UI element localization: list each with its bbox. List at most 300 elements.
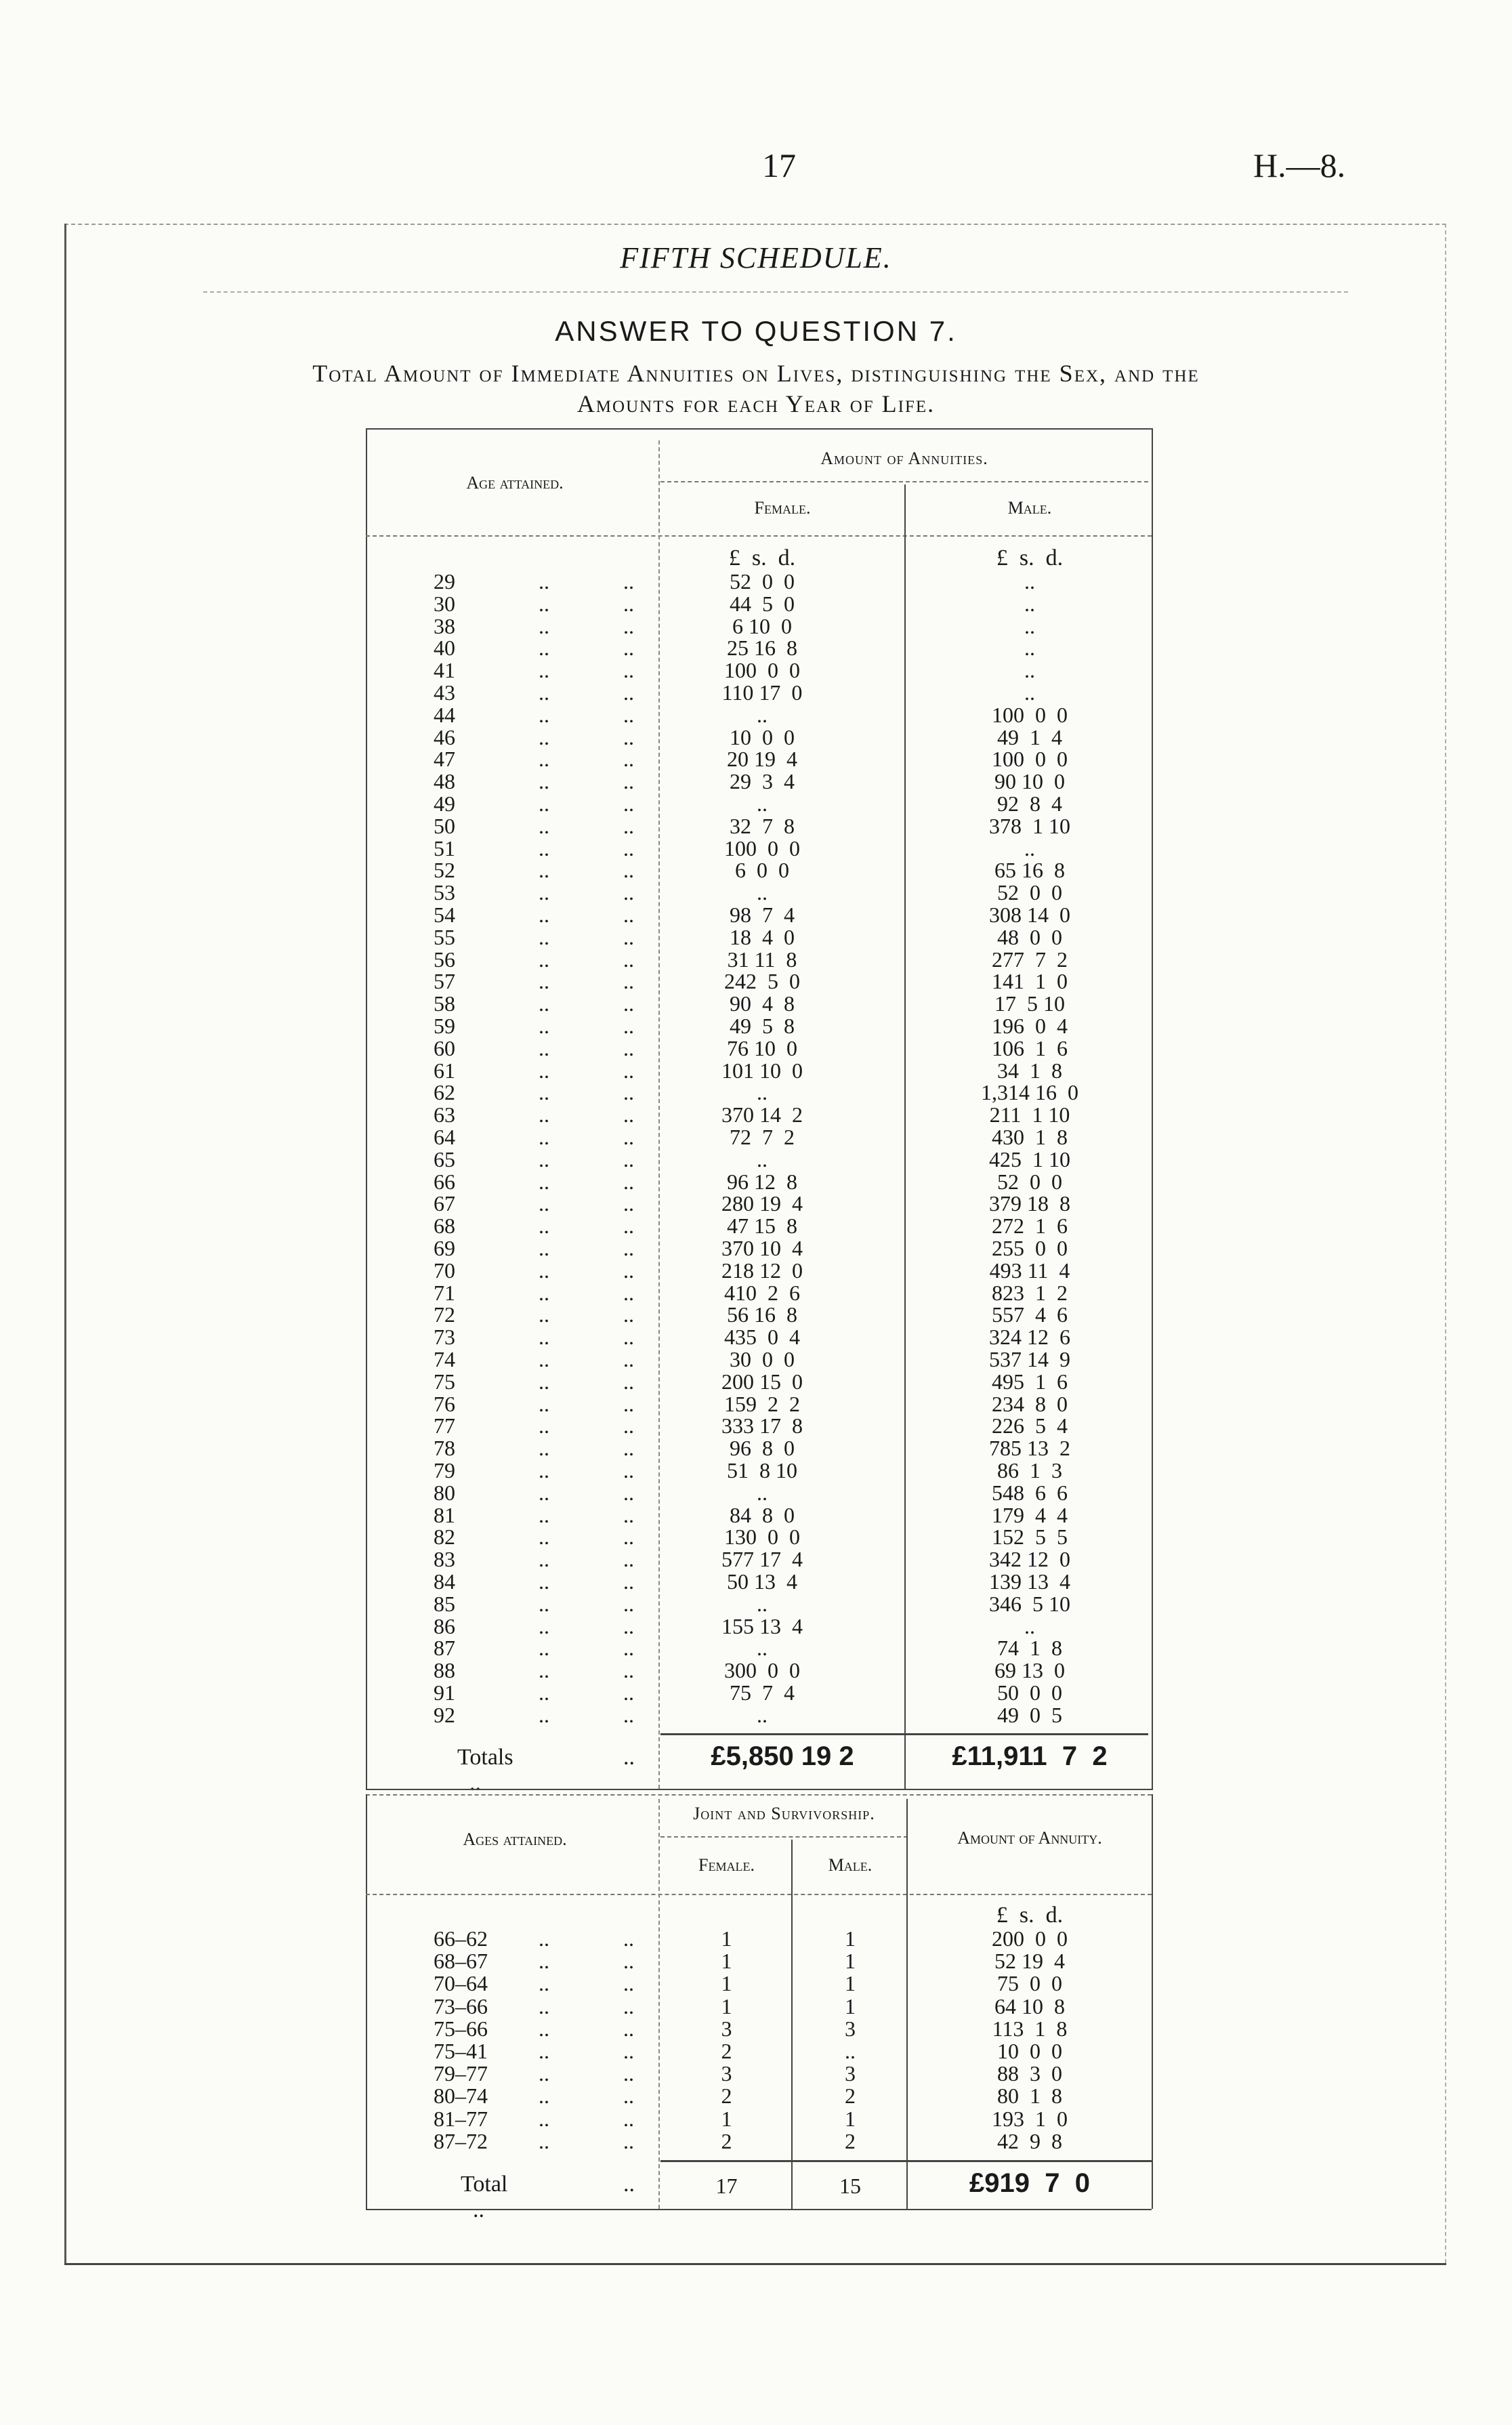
row-female-amount: 333 17 8 xyxy=(721,1413,803,1438)
row-dots: .. xyxy=(539,2084,549,2108)
row-female-amount: 242 5 0 xyxy=(724,969,800,993)
row-dots: .. xyxy=(539,680,549,705)
row-dots: .. xyxy=(539,1080,549,1104)
row-female-amount: 96 8 0 xyxy=(730,1436,795,1460)
row-ages: 75–41 xyxy=(434,2039,488,2063)
row-dots: .. xyxy=(539,1302,549,1327)
row-dots: .. xyxy=(539,2061,549,2086)
row-dots: .. xyxy=(539,1636,549,1660)
table2-bottom-rule xyxy=(366,2209,1152,2210)
row-age: 52 xyxy=(434,858,455,882)
row-male-amount: 1,314 16 0 xyxy=(981,1080,1078,1104)
frame-right-rule xyxy=(1445,224,1446,2263)
row-dots: .. xyxy=(623,1480,634,1505)
row-female-amount: .. xyxy=(757,880,768,905)
row-joint-female: 1 xyxy=(721,1926,732,1951)
row-dots: .. xyxy=(623,1325,634,1349)
row-dots: .. xyxy=(623,880,634,905)
row-age: 71 xyxy=(434,1281,455,1305)
total-female: 17 xyxy=(715,2174,738,2198)
row-dots: .. xyxy=(623,1569,634,1594)
row-dots: .. xyxy=(539,2039,549,2063)
row-dots: .. xyxy=(623,1281,634,1305)
row-male-amount: 50 0 0 xyxy=(997,1680,1062,1705)
row-age: 40 xyxy=(434,636,455,660)
row-dots: .. xyxy=(623,1525,634,1549)
row-age: 64 xyxy=(434,1125,455,1149)
row-dots: .. xyxy=(539,1036,549,1060)
row-female-amount: 47 15 8 xyxy=(727,1214,797,1238)
row-male-amount: 430 1 8 xyxy=(992,1125,1068,1149)
row-female-amount: 6 10 0 xyxy=(732,614,792,638)
row-age: 67 xyxy=(434,1191,455,1216)
row-age: 79 xyxy=(434,1458,455,1483)
row-joint-female: 2 xyxy=(721,2084,732,2108)
row-age: 84 xyxy=(434,1569,455,1594)
row-age: 62 xyxy=(434,1080,455,1104)
row-joint-male: 1 xyxy=(845,1971,856,1995)
row-dots: .. xyxy=(539,1058,549,1083)
row-dots: .. xyxy=(539,1503,549,1527)
header-age-attained: Age attained. xyxy=(466,473,564,493)
row-male-amount: 493 11 4 xyxy=(989,1258,1070,1283)
row-male-amount: 379 18 8 xyxy=(989,1191,1070,1216)
row-age: 63 xyxy=(434,1102,455,1127)
row-male-amount: 234 8 0 xyxy=(992,1392,1068,1416)
row-age: 44 xyxy=(434,703,455,727)
row-male-amount: 34 1 8 xyxy=(997,1058,1062,1083)
row-dots: .. xyxy=(539,569,549,594)
row-age: 61 xyxy=(434,1058,455,1083)
row-male-amount: .. xyxy=(1024,614,1035,638)
row-dots: .. xyxy=(539,1658,549,1682)
row-female-amount: 300 0 0 xyxy=(724,1658,800,1682)
row-joint-male: 2 xyxy=(845,2129,856,2153)
row-male-amount: 548 6 6 xyxy=(992,1480,1068,1505)
table2-top-rule xyxy=(366,1794,1152,1796)
row-dots: .. xyxy=(539,747,549,771)
row-dots: .. xyxy=(623,1036,634,1060)
header-joint-female: Female. xyxy=(698,1855,755,1875)
subtitle-line-1: Total Amount of Immediate Annuities on Lives, distinguishing the Sex, and the xyxy=(312,360,1200,387)
row-dots: .. xyxy=(623,1258,634,1283)
row-age: 55 xyxy=(434,925,455,949)
row-female-amount: 110 17 0 xyxy=(721,680,803,705)
table2-divider-ages xyxy=(658,1799,660,2209)
row-joint-male: 1 xyxy=(845,2107,856,2131)
row-dots: .. xyxy=(539,725,549,749)
row-dots: .. xyxy=(539,1949,549,1973)
row-annuity-amount: 75 0 0 xyxy=(997,1971,1062,1995)
row-male-amount: 324 12 6 xyxy=(989,1325,1070,1349)
row-female-amount: 75 7 4 xyxy=(730,1680,795,1705)
row-dots: .. xyxy=(623,1592,634,1616)
row-dots: .. xyxy=(539,947,549,972)
table1-top-border xyxy=(366,428,1152,430)
row-ages: 70–64 xyxy=(434,1971,488,1995)
row-male-amount: 49 1 4 xyxy=(997,725,1062,749)
row-dots: .. xyxy=(539,1458,549,1483)
row-dots: .. xyxy=(623,1392,634,1416)
header-joint-survivorship: Joint and Survivorship. xyxy=(693,1804,875,1823)
row-dots: .. xyxy=(539,1703,549,1727)
row-male-amount: 92 8 4 xyxy=(997,791,1062,816)
row-dots: .. xyxy=(539,836,549,861)
row-ages: 75–66 xyxy=(434,2016,488,2041)
row-age: 86 xyxy=(434,1614,455,1638)
row-dots: .. xyxy=(623,614,634,638)
row-dots: .. xyxy=(539,1392,549,1416)
row-dots: .. xyxy=(623,2107,634,2131)
page-reference: H.—8. xyxy=(1253,146,1346,184)
row-dots: .. xyxy=(539,636,549,660)
row-male-amount: 537 14 9 xyxy=(989,1347,1070,1371)
total-label xyxy=(461,2172,507,2223)
row-dots: .. xyxy=(539,925,549,949)
row-dots: .. xyxy=(539,1413,549,1438)
row-joint-male: 1 xyxy=(845,1994,856,2018)
row-age: 53 xyxy=(434,880,455,905)
row-female-amount: 98 7 4 xyxy=(730,903,795,927)
table1-right-border xyxy=(1152,428,1153,1790)
table1-left-border xyxy=(366,428,367,1790)
row-dots: .. xyxy=(539,1214,549,1238)
row-age: 83 xyxy=(434,1547,455,1571)
row-dots: .. xyxy=(623,1503,634,1527)
row-dots: .. xyxy=(623,1926,634,1951)
row-age: 58 xyxy=(434,991,455,1016)
row-male-amount: 226 5 4 xyxy=(992,1413,1068,1438)
row-female-amount: 159 2 2 xyxy=(724,1392,800,1416)
row-dots: .. xyxy=(623,703,634,727)
row-age: 74 xyxy=(434,1347,455,1371)
row-male-amount: 196 0 4 xyxy=(992,1014,1068,1038)
row-dots: .. xyxy=(539,1169,549,1194)
row-male-amount: 179 4 4 xyxy=(992,1503,1068,1527)
row-age: 70 xyxy=(434,1258,455,1283)
header-joint-male: Male. xyxy=(828,1855,873,1875)
row-dots: .. xyxy=(623,2061,634,2086)
row-age: 72 xyxy=(434,1302,455,1327)
row-dots: .. xyxy=(539,1926,549,1951)
total-male: 15 xyxy=(839,2174,861,2198)
row-male-amount: 346 5 10 xyxy=(989,1592,1070,1616)
column-divider-age xyxy=(658,440,660,1789)
row-dots: .. xyxy=(539,1525,549,1549)
row-dots: .. xyxy=(623,1214,634,1238)
row-female-amount: 84 8 0 xyxy=(730,1503,795,1527)
row-dots: .. xyxy=(623,903,634,927)
header-bottom-rule xyxy=(366,535,1152,537)
header-male: Male. xyxy=(1007,498,1052,518)
row-female-amount: 72 7 2 xyxy=(730,1125,795,1149)
row-joint-female: 1 xyxy=(721,1994,732,2018)
row-dots: .. xyxy=(623,947,634,972)
row-female-amount: 76 10 0 xyxy=(727,1036,797,1060)
answer-title: ANSWER TO QUESTION 7. xyxy=(555,315,957,347)
row-dots: .. xyxy=(623,2016,634,2041)
row-dots: .. xyxy=(539,969,549,993)
row-age: 43 xyxy=(434,680,455,705)
totals-dots-1: .. xyxy=(469,1770,481,1796)
female-units: £ s. d. xyxy=(728,545,796,571)
row-joint-female: 3 xyxy=(721,2061,732,2086)
row-joint-male: 1 xyxy=(845,1949,856,1973)
row-male-amount: 139 13 4 xyxy=(989,1569,1070,1594)
row-age: 88 xyxy=(434,1658,455,1682)
row-joint-female: 2 xyxy=(721,2039,732,2063)
row-age: 78 xyxy=(434,1436,455,1460)
row-dots: .. xyxy=(623,592,634,616)
row-male-amount: .. xyxy=(1024,592,1035,616)
row-age: 73 xyxy=(434,1325,455,1349)
row-female-amount: .. xyxy=(757,703,768,727)
row-dots: .. xyxy=(623,1658,634,1682)
row-annuity-amount: 88 3 0 xyxy=(997,2061,1062,2086)
row-age: 85 xyxy=(434,1592,455,1616)
row-dots: .. xyxy=(539,1436,549,1460)
row-dots: .. xyxy=(623,2129,634,2153)
row-female-amount: 435 0 4 xyxy=(724,1325,800,1349)
totals-male: £11,911 7 2 xyxy=(952,1741,1108,1771)
row-female-amount: .. xyxy=(757,791,768,816)
row-joint-male: .. xyxy=(845,2039,856,2063)
row-annuity-amount: 42 9 8 xyxy=(997,2129,1062,2153)
row-dots: .. xyxy=(539,814,549,838)
row-male-amount: .. xyxy=(1024,569,1035,594)
row-age: 92 xyxy=(434,1703,455,1727)
schedule-title: FIFTH SCHEDULE. xyxy=(620,241,892,274)
row-female-amount: 130 0 0 xyxy=(724,1525,800,1549)
row-dots: .. xyxy=(539,1102,549,1127)
row-age: 48 xyxy=(434,769,455,793)
row-dots: .. xyxy=(539,1480,549,1505)
row-male-amount: 785 13 2 xyxy=(989,1436,1070,1460)
row-female-amount: 30 0 0 xyxy=(730,1347,795,1371)
row-dots: .. xyxy=(623,791,634,816)
row-male-amount: 74 1 8 xyxy=(997,1636,1062,1660)
row-annuity-amount: 200 0 0 xyxy=(992,1926,1068,1951)
row-female-amount: 18 4 0 xyxy=(730,925,795,949)
row-dots: .. xyxy=(623,925,634,949)
row-age: 75 xyxy=(434,1369,455,1394)
joint-sub-rule xyxy=(660,1836,908,1838)
row-male-amount: 277 7 2 xyxy=(992,947,1068,972)
row-female-amount: 29 3 4 xyxy=(730,769,795,793)
row-age: 60 xyxy=(434,1036,455,1060)
row-age: 81 xyxy=(434,1503,455,1527)
row-dots: .. xyxy=(623,1169,634,1194)
row-female-amount: .. xyxy=(757,1147,768,1172)
header-female: Female. xyxy=(754,498,811,518)
row-joint-male: 1 xyxy=(845,1926,856,1951)
header-sub-rule xyxy=(660,481,1148,482)
row-male-amount: 52 0 0 xyxy=(997,880,1062,905)
row-age: 47 xyxy=(434,747,455,771)
row-dots: .. xyxy=(539,1236,549,1260)
title-divider xyxy=(203,291,1348,293)
row-annuity-amount: 52 19 4 xyxy=(994,1949,1065,1973)
row-male-amount: 100 0 0 xyxy=(992,747,1068,771)
row-ages: 87–72 xyxy=(434,2129,488,2153)
row-female-amount: 101 10 0 xyxy=(721,1058,803,1083)
row-joint-male: 3 xyxy=(845,2061,856,2086)
row-male-amount: 100 0 0 xyxy=(992,703,1068,727)
row-male-amount: 823 1 2 xyxy=(992,1281,1068,1305)
row-female-amount: 96 12 8 xyxy=(727,1169,797,1194)
table2-units: £ s. d. xyxy=(996,1903,1064,1928)
row-female-amount: 56 16 8 xyxy=(727,1302,797,1327)
row-ages: 66–62 xyxy=(434,1926,488,1951)
row-age: 54 xyxy=(434,903,455,927)
row-male-amount: 272 1 6 xyxy=(992,1214,1068,1238)
row-female-amount: 31 11 8 xyxy=(727,947,797,972)
row-dots: .. xyxy=(539,991,549,1016)
row-dots: .. xyxy=(623,725,634,749)
row-dots: .. xyxy=(539,791,549,816)
row-male-amount: 106 1 6 xyxy=(992,1036,1068,1060)
row-dots: .. xyxy=(623,1191,634,1216)
row-age: 91 xyxy=(434,1680,455,1705)
row-age: 87 xyxy=(434,1636,455,1660)
subtitle-line-2: Amounts for each Year of Life. xyxy=(576,390,936,417)
row-dots: .. xyxy=(539,1191,549,1216)
row-female-amount: 25 16 8 xyxy=(727,636,797,660)
row-female-amount: .. xyxy=(757,1080,768,1104)
row-dots: .. xyxy=(623,658,634,682)
row-age: 59 xyxy=(434,1014,455,1038)
row-dots: .. xyxy=(539,1680,549,1705)
row-dots: .. xyxy=(539,1281,549,1305)
frame-bottom-rule xyxy=(64,2263,1446,2265)
row-female-amount: 10 0 0 xyxy=(730,725,795,749)
row-dots: .. xyxy=(623,636,634,660)
row-male-amount: 557 4 6 xyxy=(992,1302,1068,1327)
row-age: 50 xyxy=(434,814,455,838)
row-dots: .. xyxy=(623,1102,634,1127)
row-dots: .. xyxy=(539,2107,549,2131)
row-joint-female: 3 xyxy=(721,2016,732,2041)
row-dots: .. xyxy=(539,1547,549,1571)
row-male-amount: 495 1 6 xyxy=(992,1369,1068,1394)
row-joint-female: 1 xyxy=(721,2107,732,2131)
row-dots: .. xyxy=(623,1147,634,1172)
row-dots: .. xyxy=(539,592,549,616)
row-female-amount: 280 19 4 xyxy=(721,1191,803,1216)
row-male-amount: 308 14 0 xyxy=(989,903,1070,927)
row-female-amount: .. xyxy=(757,1480,768,1505)
row-female-amount: 410 2 6 xyxy=(724,1281,800,1305)
row-dots: .. xyxy=(623,1994,634,2018)
row-ages: 68–67 xyxy=(434,1949,488,1973)
row-dots: .. xyxy=(539,858,549,882)
row-dots: .. xyxy=(623,1703,634,1727)
row-ages: 80–74 xyxy=(434,2084,488,2108)
row-male-amount: 378 1 10 xyxy=(989,814,1070,838)
row-dots: .. xyxy=(539,1569,549,1594)
row-age: 46 xyxy=(434,725,455,749)
row-age: 56 xyxy=(434,947,455,972)
row-dots: .. xyxy=(539,2129,549,2153)
row-dots: .. xyxy=(623,1014,634,1038)
row-joint-male: 2 xyxy=(845,2084,856,2108)
row-male-amount: 65 16 8 xyxy=(994,858,1065,882)
row-female-amount: 90 4 8 xyxy=(730,991,795,1016)
row-age: 68 xyxy=(434,1214,455,1238)
totals-dots-2: .. xyxy=(623,1745,635,1770)
table2-left-border xyxy=(366,1794,367,2209)
total-dots-2: .. xyxy=(623,2172,635,2197)
row-female-amount: 100 0 0 xyxy=(724,836,800,861)
row-age: 76 xyxy=(434,1392,455,1416)
row-female-amount: 218 12 0 xyxy=(721,1258,803,1283)
row-female-amount: 52 0 0 xyxy=(730,569,795,594)
row-dots: .. xyxy=(623,1547,634,1571)
row-age: 41 xyxy=(434,658,455,682)
row-dots: .. xyxy=(539,1125,549,1149)
row-female-amount: .. xyxy=(757,1703,768,1727)
row-dots: .. xyxy=(539,703,549,727)
header-amount-of-annuity: Amount of Annuity. xyxy=(957,1828,1102,1848)
row-male-amount: .. xyxy=(1024,636,1035,660)
row-female-amount: 100 0 0 xyxy=(724,658,800,682)
row-male-amount: 152 5 5 xyxy=(992,1525,1068,1549)
total-dots-1: .. xyxy=(473,2197,484,2222)
row-dots: .. xyxy=(539,880,549,905)
row-dots: .. xyxy=(623,2039,634,2063)
row-male-amount: 69 13 0 xyxy=(994,1658,1065,1682)
row-dots: .. xyxy=(539,1994,549,2018)
row-dots: .. xyxy=(539,1325,549,1349)
row-age: 77 xyxy=(434,1413,455,1438)
row-female-amount: 44 5 0 xyxy=(730,592,795,616)
row-dots: .. xyxy=(539,1147,549,1172)
row-dots: .. xyxy=(623,1413,634,1438)
row-dots: .. xyxy=(539,1592,549,1616)
row-dots: .. xyxy=(623,2084,634,2108)
row-male-amount: .. xyxy=(1024,658,1035,682)
row-dots: .. xyxy=(539,1369,549,1394)
row-male-amount: 48 0 0 xyxy=(997,925,1062,949)
row-dots: .. xyxy=(623,1971,634,1995)
totals-female: £5,850 19 2 xyxy=(711,1741,854,1771)
row-dots: .. xyxy=(539,1258,549,1283)
row-dots: .. xyxy=(623,1436,634,1460)
row-female-amount: 6 0 0 xyxy=(735,858,789,882)
row-annuity-amount: 80 1 8 xyxy=(997,2084,1062,2108)
row-annuity-amount: 193 1 0 xyxy=(992,2107,1068,2131)
row-dots: .. xyxy=(539,614,549,638)
row-dots: .. xyxy=(623,836,634,861)
row-male-amount: 342 12 0 xyxy=(989,1547,1070,1571)
row-dots: .. xyxy=(539,903,549,927)
row-dots: .. xyxy=(623,1125,634,1149)
row-dots: .. xyxy=(539,1614,549,1638)
header-amount-of-annuities: Amount of Annuities. xyxy=(820,449,988,468)
row-dots: .. xyxy=(623,1302,634,1327)
row-ages: 79–77 xyxy=(434,2061,488,2086)
table2-right-border xyxy=(1152,1794,1153,2209)
row-dots: .. xyxy=(623,1347,634,1371)
row-joint-male: 3 xyxy=(845,2016,856,2041)
row-dots: .. xyxy=(623,1369,634,1394)
row-age: 69 xyxy=(434,1236,455,1260)
table2-header-bottom-rule xyxy=(366,1894,1152,1895)
row-dots: .. xyxy=(623,747,634,771)
row-age: 49 xyxy=(434,791,455,816)
row-female-amount: 370 14 2 xyxy=(721,1102,803,1127)
row-annuity-amount: 64 10 8 xyxy=(994,1994,1065,2018)
